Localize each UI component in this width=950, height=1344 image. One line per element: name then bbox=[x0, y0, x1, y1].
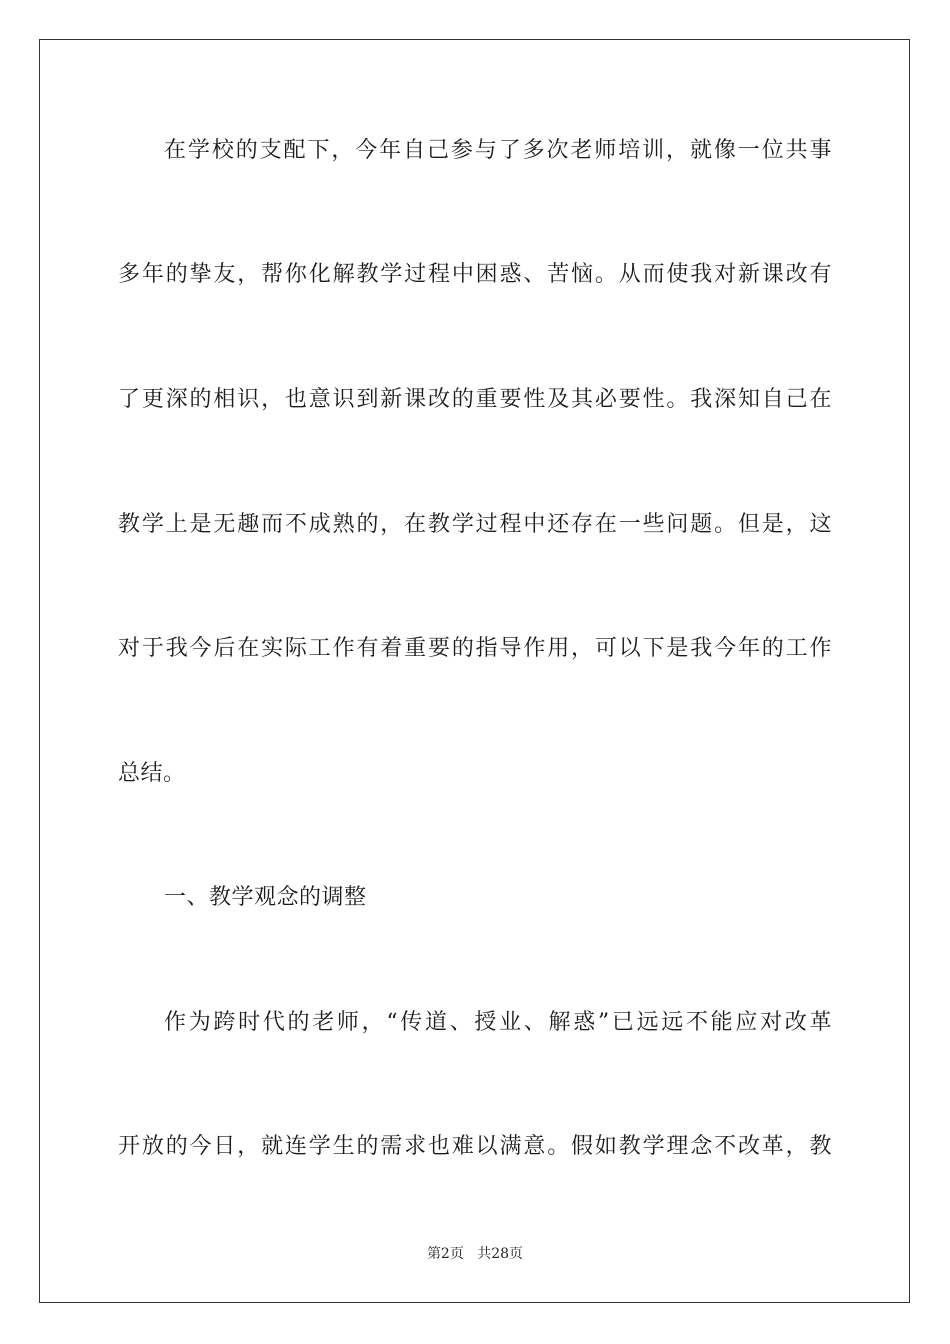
total-pages: 共28页 bbox=[477, 1246, 524, 1262]
paragraph-line-5: 对于我今后在实际工作有着重要的指导作用，可以下是我今年的工作 bbox=[118, 636, 832, 661]
paragraph-line-3: 了更深的相识，也意识到新课改的重要性及其必要性。我深知自己在 bbox=[118, 387, 832, 412]
paragraph-line-1: 在学校的支配下，今年自己参与了多次老师培训，就像一位共事 bbox=[164, 138, 832, 163]
paragraph-line-4: 教学上是无趣而不成熟的，在教学过程中还存在一些问题。但是，这 bbox=[118, 512, 832, 537]
paragraph-line-7: 作为跨时代的老师，“传道、授业、解惑”已远远不能应对改革 bbox=[164, 1010, 832, 1035]
section-heading: 一、教学观念的调整 bbox=[164, 885, 367, 910]
page-footer bbox=[0, 1245, 950, 1263]
paragraph-line-6: 总结。 bbox=[118, 761, 186, 786]
page-border bbox=[39, 39, 910, 1303]
paragraph-line-2: 多年的挚友，帮你化解教学过程中困惑、苦恼。从而使我对新课改有 bbox=[118, 262, 832, 287]
paragraph-line-8: 开放的今日，就连学生的需求也难以满意。假如教学理念不改革，教 bbox=[118, 1134, 832, 1159]
page-number: 第2页 bbox=[426, 1246, 464, 1262]
